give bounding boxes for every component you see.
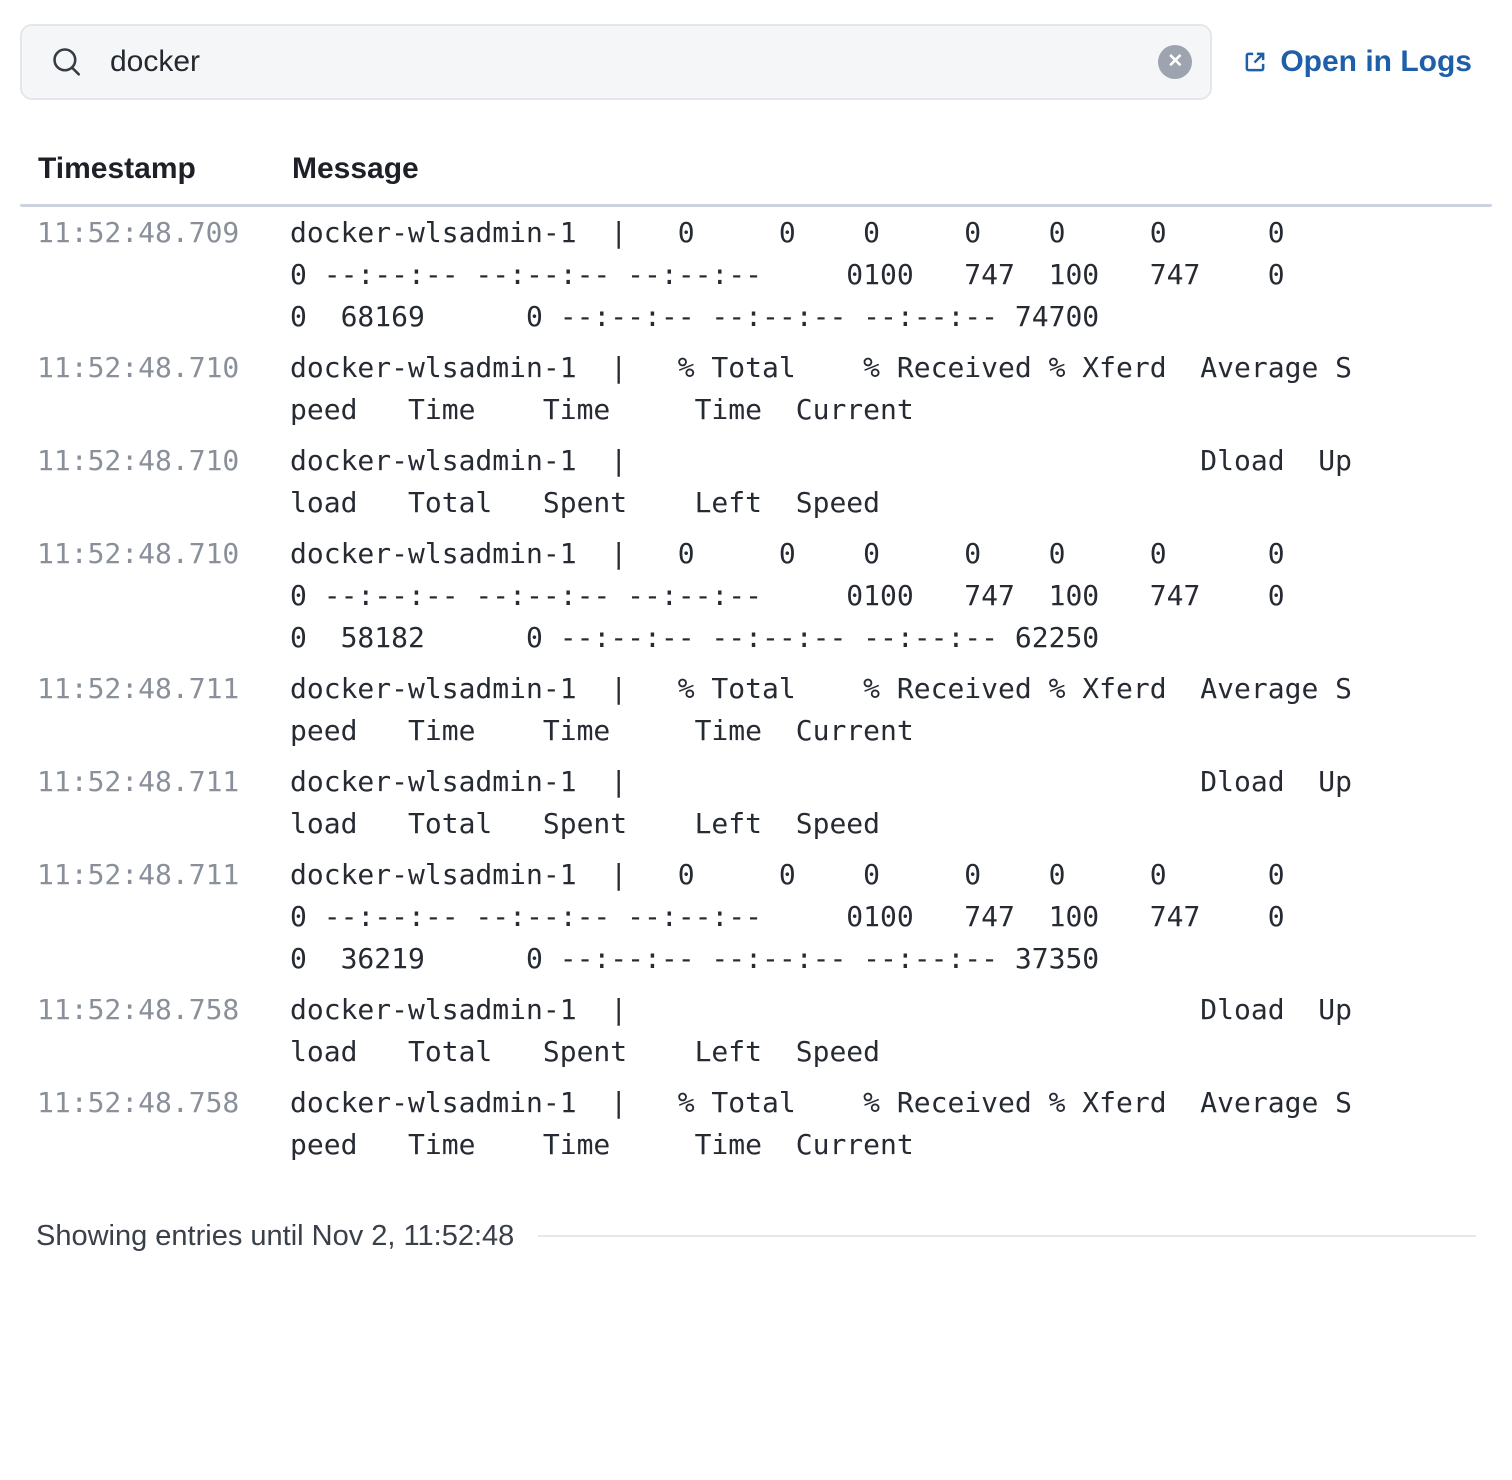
search-input[interactable] (110, 45, 1154, 79)
footer-rule (538, 1235, 1476, 1237)
log-timestamp: 11:52:48.709 (37, 216, 240, 249)
log-message-line: docker-wlsadmin-1 | 0 0 0 0 0 0 0 (290, 216, 1285, 249)
table-header (36, 148, 1476, 190)
table-row (36, 756, 1476, 849)
log-table (36, 148, 1476, 1170)
table-row (36, 849, 1476, 984)
log-message-line: docker-wlsadmin-1 | % Total % Received % Xferd Average S (290, 1086, 1353, 1119)
log-message-line: 0 58182 0 --:--:-- --:--:-- --:--:-- 62250 (290, 621, 1100, 654)
log-message-line: load Total Spent Left Speed (290, 1035, 881, 1068)
log-message-line: docker-wlsadmin-1 | Dload Up (290, 993, 1353, 1026)
log-timestamp: 11:52:48.758 (37, 993, 240, 1026)
log-message-line: docker-wlsadmin-1 | % Total % Received % Xferd Average S (290, 351, 1353, 384)
log-message (290, 668, 1476, 752)
log-message (290, 347, 1476, 431)
log-timestamp: 11:52:48.758 (37, 1086, 240, 1119)
log-message-line: docker-wlsadmin-1 | Dload Up (290, 765, 1353, 798)
log-message (290, 440, 1476, 524)
log-timestamp: 11:52:48.710 (37, 444, 240, 477)
log-message-line: peed Time Time Time Current (290, 1128, 914, 1161)
footer (36, 1216, 1476, 1256)
column-header-message: Message (292, 152, 419, 185)
table-row (36, 435, 1476, 528)
external-link-icon (1240, 47, 1270, 77)
open-in-logs-label: Open in Logs (1280, 45, 1472, 78)
log-message-line: peed Time Time Time Current (290, 714, 914, 747)
log-message (290, 989, 1476, 1073)
table-row (36, 342, 1476, 435)
log-message-line: docker-wlsadmin-1 | % Total % Received % Xferd Average S (290, 672, 1353, 705)
log-timestamp: 11:52:48.711 (37, 765, 240, 798)
entries-until-text: Showing entries until Nov 2, 11:52:48 (36, 1220, 515, 1252)
log-timestamp: 11:52:48.711 (37, 672, 240, 705)
log-message-line: peed Time Time Time Current (290, 393, 914, 426)
log-message-line: 0 --:--:-- --:--:-- --:--:-- 0100 747 100 747 0 (290, 900, 1285, 933)
log-message-line: docker-wlsadmin-1 | 0 0 0 0 0 0 0 (290, 537, 1285, 570)
log-message (290, 533, 1476, 659)
top-bar (0, 0, 1512, 100)
table-row (36, 663, 1476, 756)
table-row (36, 984, 1476, 1077)
clear-search-button[interactable]: ✕ (1158, 45, 1192, 79)
column-header-timestamp: Timestamp (38, 152, 196, 185)
table-row (36, 1077, 1476, 1170)
search-box[interactable] (20, 24, 1212, 100)
log-message (290, 1082, 1476, 1166)
search-icon (50, 45, 84, 79)
log-timestamp: 11:52:48.711 (37, 858, 240, 891)
log-message-line: 0 --:--:-- --:--:-- --:--:-- 0100 747 100 747 0 (290, 579, 1285, 612)
log-message-line: docker-wlsadmin-1 | 0 0 0 0 0 0 0 (290, 858, 1285, 891)
log-message-line: 0 --:--:-- --:--:-- --:--:-- 0100 747 100 747 0 (290, 258, 1285, 291)
log-message-line: load Total Spent Left Speed (290, 807, 881, 840)
log-message (290, 854, 1476, 980)
open-in-logs-link[interactable] (1240, 45, 1472, 79)
log-message (290, 212, 1476, 338)
log-message-line: 0 68169 0 --:--:-- --:--:-- --:--:-- 74700 (290, 300, 1100, 333)
table-row (36, 528, 1476, 663)
log-message-line: 0 36219 0 --:--:-- --:--:-- --:--:-- 37350 (290, 942, 1100, 975)
log-message (290, 761, 1476, 845)
log-timestamp: 11:52:48.710 (37, 351, 240, 384)
log-message-line: load Total Spent Left Speed (290, 486, 881, 519)
table-row (36, 207, 1476, 342)
log-timestamp: 11:52:48.710 (37, 537, 240, 570)
log-message-line: docker-wlsadmin-1 | Dload Up (290, 444, 1353, 477)
